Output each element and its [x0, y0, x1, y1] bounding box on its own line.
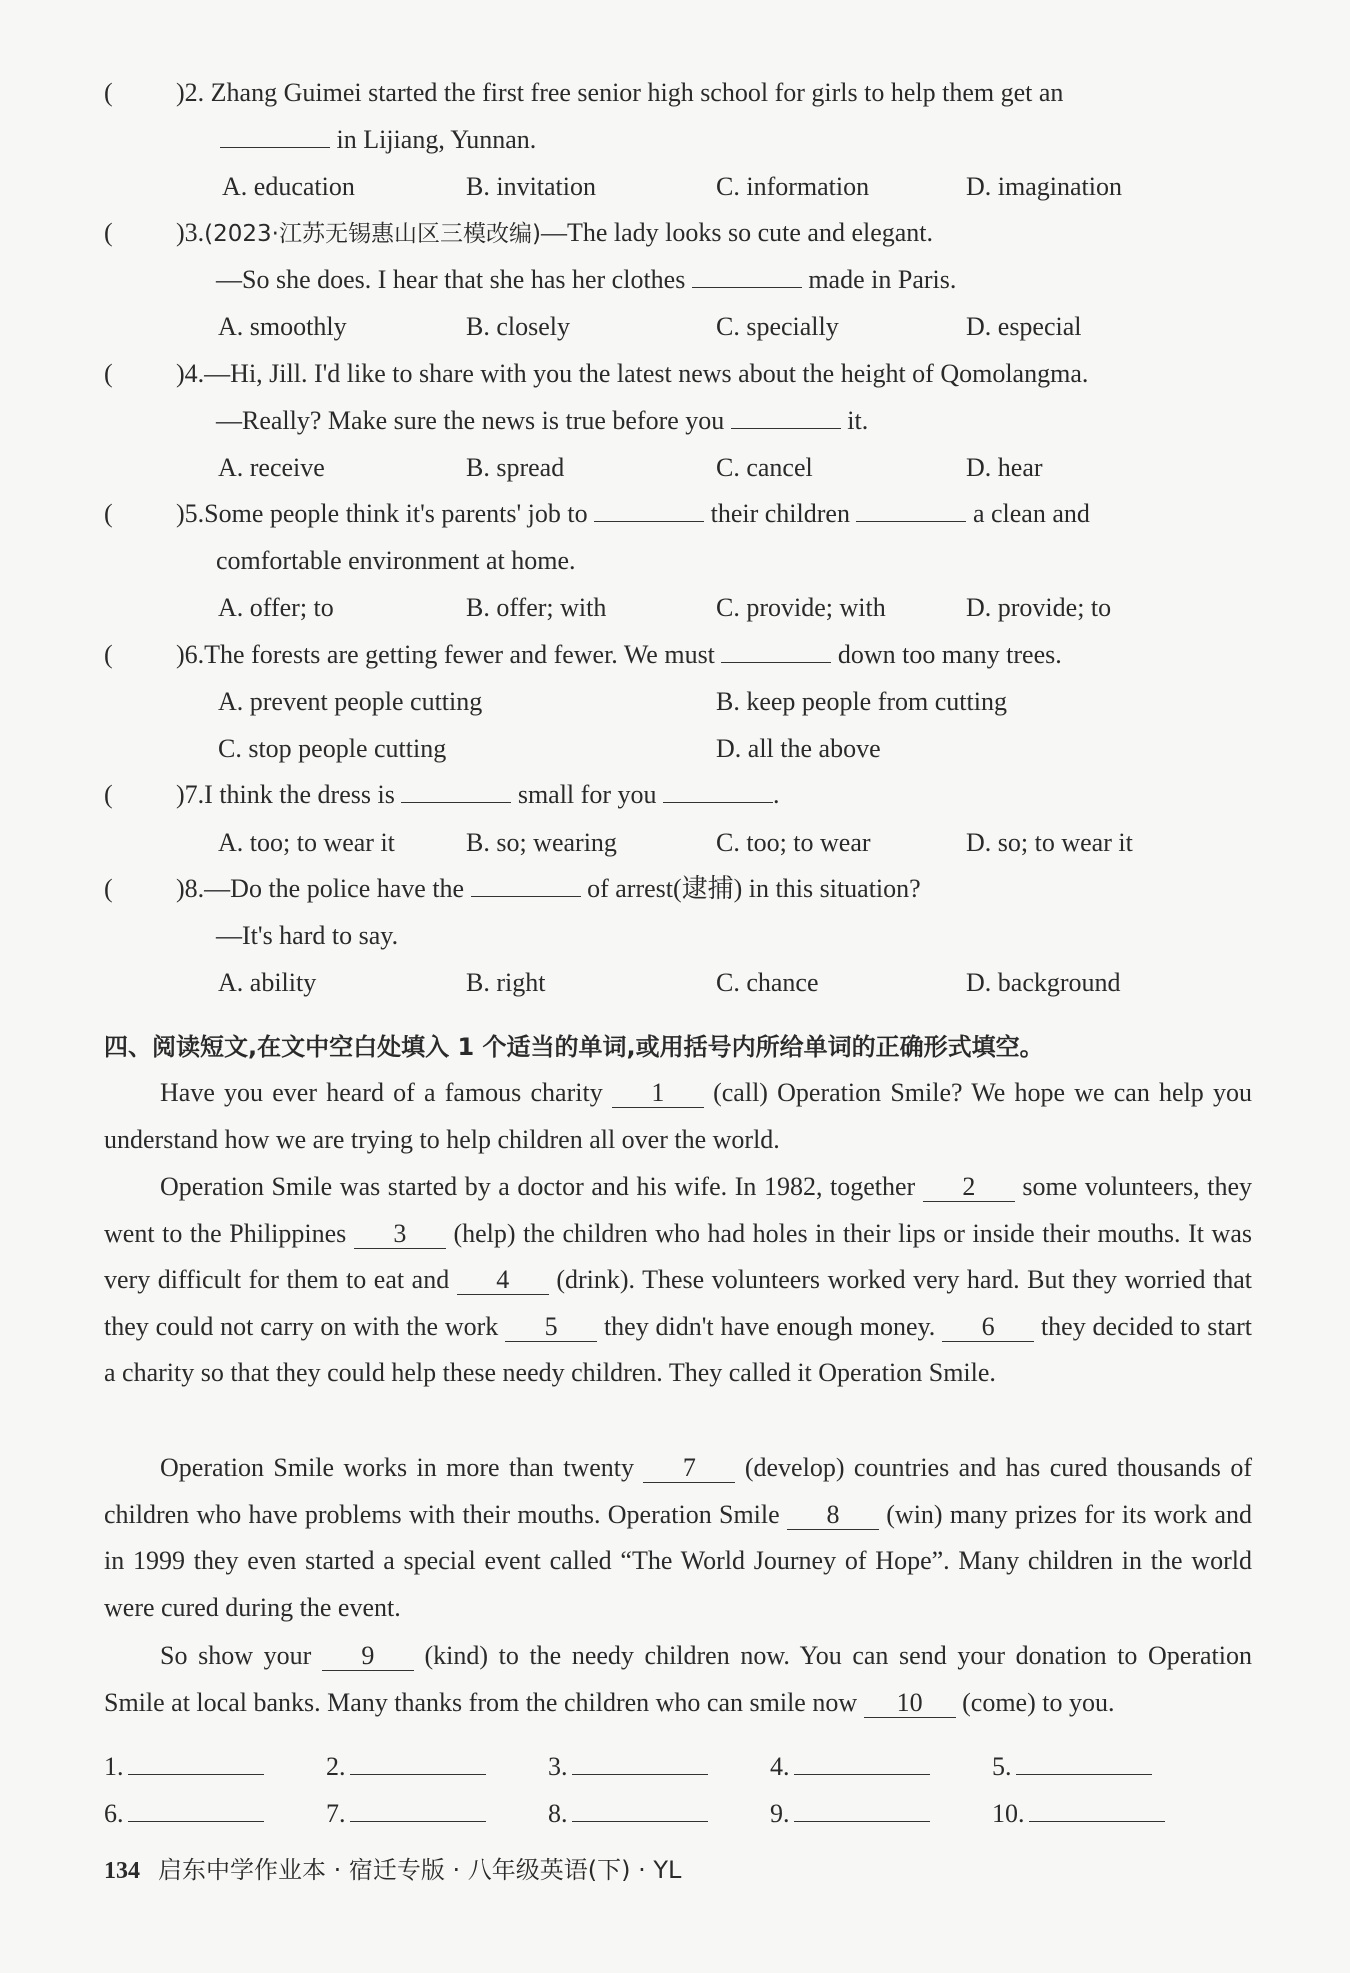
gap-1[interactable]: 1: [612, 1079, 704, 1108]
option-a[interactable]: A. offer; to: [218, 593, 334, 622]
question-number: )2. Zhang Guimei started the first free senior high school for girls to help them get an: [176, 78, 1064, 107]
question-2-line2: in Lijiang, Yunnan.: [220, 123, 536, 157]
blank[interactable]: [731, 404, 841, 429]
option-b[interactable]: B. offer; with: [466, 593, 607, 622]
page-number: 134: [104, 1858, 140, 1884]
gap-8[interactable]: 8: [787, 1501, 879, 1530]
option-d[interactable]: D. hear: [966, 453, 1043, 482]
answer-9[interactable]: 9.: [770, 1797, 930, 1831]
option-c[interactable]: C. specially: [716, 312, 839, 341]
option-b[interactable]: B. right: [466, 968, 546, 997]
option-c[interactable]: C. too; to wear: [716, 828, 871, 857]
answer-6[interactable]: 6.: [104, 1797, 264, 1831]
blank[interactable]: [594, 497, 704, 522]
option-c[interactable]: C. provide; with: [716, 593, 886, 622]
answer-row-2: [104, 1797, 1254, 1831]
option-b[interactable]: B. closely: [466, 312, 570, 341]
answer-paren[interactable]: (: [104, 874, 113, 903]
answer-10[interactable]: 10.: [992, 1797, 1165, 1831]
option-c[interactable]: C. cancel: [716, 453, 813, 482]
answer-paren[interactable]: (: [104, 359, 113, 388]
blank[interactable]: [721, 638, 831, 663]
option-a[interactable]: A. too; to wear it: [218, 828, 395, 857]
option-a[interactable]: A. receive: [218, 453, 325, 482]
answer-paren[interactable]: (: [104, 78, 113, 107]
gap-3[interactable]: 3: [354, 1220, 446, 1249]
option-b[interactable]: B. spread: [466, 453, 565, 482]
answer-row-1: [104, 1750, 1254, 1784]
paragraph-2: Operation Smile was started by a doctor and his wife. In 1982, together 2 some volunteers, they went to the Philippines 3 (help) the children who had holes in their lips or inside their mouths. It was very difficult for them to eat and 4 (drink). These volunteers worked very hard. But they worried that they could not carry on with the work 5 they didn't have enough money. 6 they decided to start a charity so that they could help these needy children. They called it Operation Smile.: [104, 1172, 1253, 1388]
answer-1[interactable]: 1.: [104, 1750, 264, 1784]
question-5-line2: comfortable environment at home.: [216, 546, 576, 575]
option-b[interactable]: B. keep people from cutting: [716, 687, 1007, 716]
answer-2[interactable]: 2.: [326, 1750, 486, 1784]
paragraph-4: So show your 9 (kind) to the needy children now. You can send your donation to Operation Smile at local banks. Many thanks from the children who can smile now 10 (come) to you.: [104, 1641, 1252, 1717]
answer-8[interactable]: 8.: [548, 1797, 708, 1831]
answer-paren[interactable]: (: [104, 780, 113, 809]
gap-10[interactable]: 10: [864, 1689, 956, 1718]
blank[interactable]: [220, 123, 330, 148]
blank[interactable]: [663, 778, 773, 803]
book-title: 启东中学作业本 · 宿迁专版 · 八年级英语(下) · YL: [158, 1856, 682, 1884]
paragraph-3: Operation Smile works in more than twenty 7 (develop) countries and has cured thousands of children who have problems with their mouths. Operation Smile 8 (win) many prizes for its work and in 1999 they even started a special event called “The World Journey of Hope”. Many children in the world were cured during the event.: [104, 1453, 1252, 1622]
option-c[interactable]: C. stop people cutting: [218, 734, 447, 763]
gap-4[interactable]: 4: [457, 1266, 549, 1295]
gap-6[interactable]: 6: [942, 1313, 1034, 1342]
option-d[interactable]: D. especial: [966, 312, 1082, 341]
paragraph-1: Have you ever heard of a famous charity 1 (call) Operation Smile? We hope we can help you understand how we are trying to help children all over the world.: [104, 1078, 1252, 1154]
blank[interactable]: [401, 778, 511, 803]
option-d[interactable]: D. provide; to: [966, 593, 1112, 622]
answer-5[interactable]: 5.: [992, 1750, 1152, 1784]
question-3-line2: —So she does. I hear that she has her clothes made in Paris.: [216, 265, 957, 294]
option-d[interactable]: D. background: [966, 968, 1121, 997]
option-a[interactable]: A. prevent people cutting: [218, 687, 483, 716]
option-c[interactable]: C. information: [716, 172, 870, 201]
answer-4[interactable]: 4.: [770, 1750, 930, 1784]
blank[interactable]: [692, 263, 802, 288]
answer-paren[interactable]: (: [104, 640, 113, 669]
answer-paren[interactable]: (: [104, 499, 113, 528]
blank[interactable]: [856, 497, 966, 522]
option-d[interactable]: D. all the above: [716, 734, 881, 763]
section-title: 四、阅读短文,在文中空白处填入 1 个适当的单词,或用括号内所给单词的正确形式填空。: [104, 1033, 1044, 1061]
option-a[interactable]: A. education: [222, 172, 355, 201]
gap-2[interactable]: 2: [923, 1173, 1015, 1202]
answer-7[interactable]: 7.: [326, 1797, 486, 1831]
option-b[interactable]: B. invitation: [466, 172, 596, 201]
question-4-line2: —Really? Make sure the news is true before you it.: [216, 406, 869, 435]
gap-5[interactable]: 5: [505, 1313, 597, 1342]
gap-9[interactable]: 9: [322, 1642, 414, 1671]
question-source: (2023·江苏无锡惠山区三模改编): [204, 221, 541, 247]
gap-7[interactable]: 7: [643, 1454, 735, 1483]
page-footer: [104, 1850, 681, 1885]
option-c[interactable]: C. chance: [716, 968, 819, 997]
answer-paren[interactable]: (: [104, 218, 113, 247]
answer-3[interactable]: 3.: [548, 1750, 708, 1784]
option-b[interactable]: B. so; wearing: [466, 828, 617, 857]
option-d[interactable]: D. so; to wear it: [966, 828, 1133, 857]
question-8-line2: —It's hard to say.: [216, 921, 399, 950]
option-d[interactable]: D. imagination: [966, 172, 1122, 201]
option-a[interactable]: A. ability: [218, 968, 317, 997]
blank[interactable]: [471, 872, 581, 897]
option-a[interactable]: A. smoothly: [218, 312, 347, 341]
worksheet-page: ( )2. Zhang Guimei started the first free senior high school for girls to help them get an in Lijiang, Yunnan. A. education B. invitation C. information D. imagination ( )3.(2023·江苏无锡惠山区三模改编)—The lady looks so cute and elegant. —So she does. I hear that she has her clothes made in Paris. A. smoothly B. closely C. specially D. especial ( )4.—Hi, Jill. I'd like to share with you the latest news about the height of Qomolangma. —Really? Make sure the news is true before you it. A. receive B. spread C. cancel D. hear ( )5.Some people think it's parents' job to their children a clean and comfortable environment at home. A. offer; to B. offer; with C. provide; with D. provide; to ( )6.The forests are getting fewer and fewer. We must down too many trees. A. prevent people cutting B. keep people from cutting C. stop people cutting D. all the above ( )7.I think the dress is small for you . A. too; to wear it B. so; wearing C. too; to wear D. so; to wear it ( )8.—Do the police have the of arrest(逮捕) in this situation? —It's hard to say. A. ability B. right C. chance D. background 四、阅读短文,在文中空白处填入 1 个适当的单词,或用括号内所给单词的正确形式填空。 Have you ever heard of a famous charity 1 (call) Operation Smile? We hope we can help you understand how we are trying to help children all over the world. Operation Smile was started by a doctor and his wife. In 1982, together 2 some volunteers, they went to the Philippines 3 (help) the children who had holes in their lips or inside their mouths. It was very difficult for them to eat and 4 (drink). These volunteers worked very hard. But they worried that they could not carry on with the work 5 they didn't have enough money. 6 they decided to start a charity so that they could help these needy children. They called it Operation Smile. Operation Smile works in more than twenty 7 (develop) countries and has cured thousands of children who have problems with their mouths. Operation Smile 8 (win) many prizes for its work and in 1999 they even started a special event called “The World Journey of Hope”. Many children in the world were cured during the event. So show your 9 (kind) to the needy children now. You can send your donation to Operation Smile at local banks. Many thanks from the children who can smile now 10 (come) to you. 1. 2. 3. 4. 5. 6. 7. 8. 9. 10. 134 启东中学作业本 · 宿迁专版 · 八年级英语(下) · YL: [104, 78, 1253, 1884]
